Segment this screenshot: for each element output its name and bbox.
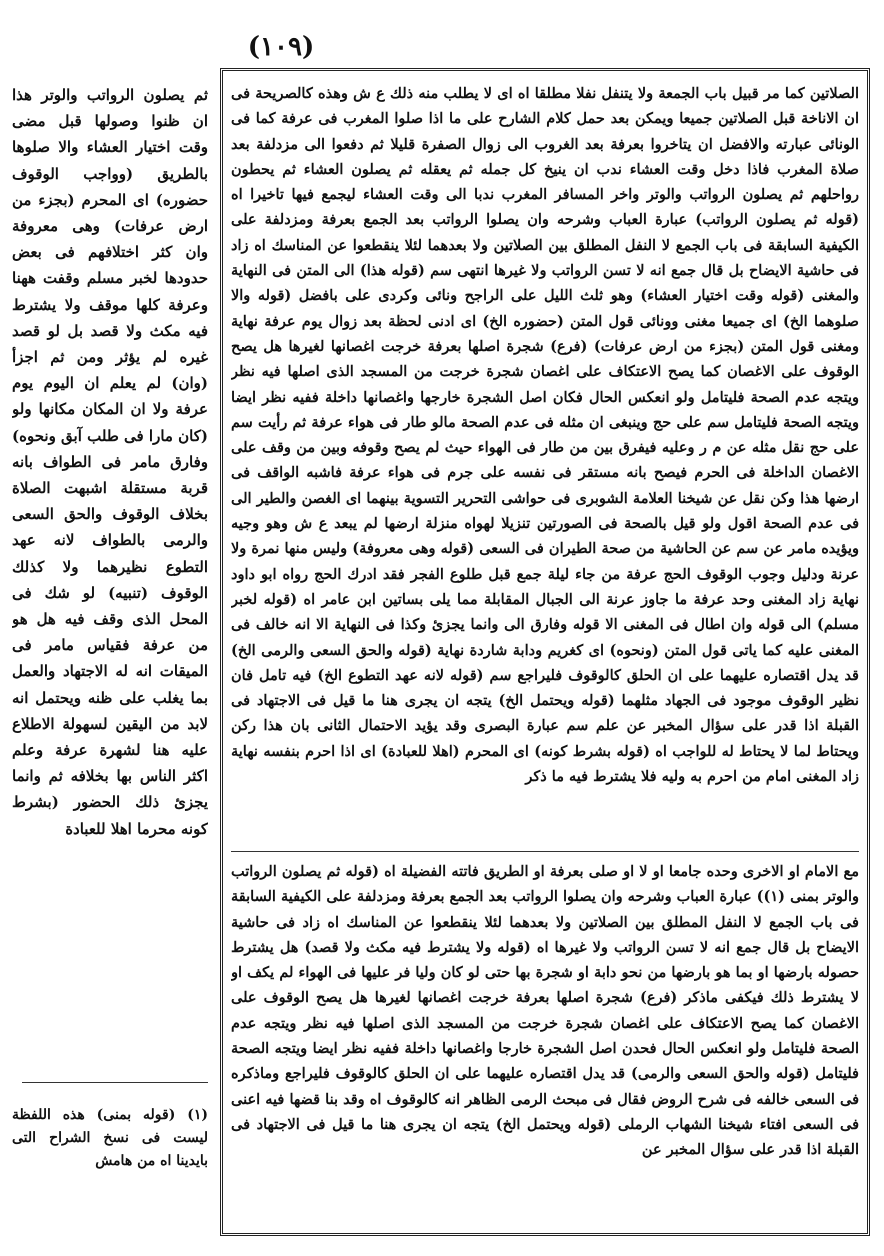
footnote-text: (١) (قوله بمنى) هذه اللفظة ليست فى نسخ الشراح التى بايدينا اه من هامش: [12, 1107, 208, 1169]
commentary-bottom-text: مع الامام او الاخرى وحده جامعا او لا او صلى بعرفة او الطريق فاتته الفضيلة اه (قوله ثم يصلون الرواتب والوتر بمنى (١)) عبارة العباب وشرحه وان يصلوا الرواتب بعد الجمع بعرفة ومزدلفة على الكيفية السابقة فى باب الجمع لا النفل المطلق بين الصلاتين ولا بعدهما لئلا ينقطعوا عن المناسك اه زاد فى حاشية الايضاح بل قال جمع انه لا تسن الرواتب ولا غيرها اه (قوله ولا يشترط فيه مكث ولا قصد) هل يشترط حصوله بارضها او بما هو بارضها من نحو دابة او شجرة بها حتى لو كان وليا فر عليها فى الهواء لم يكف او لا يشترط ذلك فيكفى ماذكر (فرع) شجرة اصلها بعرفة خرجت اغصانها لغيرها هل يصح الوقوف على الاغصان كما يصح الاعتكاف على اغصان شجرة خرجت من المسجد الذى اصلها فيه نظر ويتجه عدم الصحة فليتامل ولو انعكس الحال فحدن اصل الشجرة خارجا واغصانها داخلة ففيه نظر ايضا ويتجه الصحة فليتامل (قوله والحق السعى والرمى) قد يدل اقتصاره عليهما على ان الحلق كالوقوف فليراجع وماذكره فى السعى خالفه فى شرح الروض فقال فى مبحث الرمى الظاهر انه كالوقوف اه وقد بنا قضها فيه اعنى فى السعى افتاء شيخنا الشهاب الرملى (قوله ويحتمل الخ) يتجه ان يجرى هنا ما قيل فى الاجتهاد فى القبلة اذا قدر على سؤال المخبر عن: [231, 863, 859, 1159]
main-text-column: [12, 82, 208, 977]
footnote: [12, 1090, 208, 1180]
commentary-bottom: [231, 859, 859, 1229]
commentary-top: [231, 81, 859, 826]
page-number: (١٠٩): [247, 32, 315, 62]
footnote-divider: [22, 1082, 208, 1083]
commentary-top-text: الصلاتين كما مر قبيل باب الجمعة ولا يتنفل نفلا مطلقا اه اى لا يطلب منه ذلك ع ش وهذه كالصريحة فى ان الاناخة قبل الصلاتين جميعا ويمكن بعد حمل كلام الشارح على ما اذا صلوا المغرب فى عرفة كما فى الونائى عبارته والافضل ان يتاخروا بعرفة بعد الغروب الى زوال الصفرة قليلا ثم دفعوا الى مزدلفة بعد صلاة المغرب فاذا دخل وقت العشاء ندب ان ينيخ كل جمله ثم يعقله ثم يصلون العشاء ثم يحطون رواحلهم ثم يصلون الرواتب والوتر واخر المسافر المغرب ندبا الى وقت العشاء ليجمع فيها تاخيرا اه (قوله ثم يصلون الرواتب) عبارة العباب وشرحه وان يصلوا الرواتب بعد الجمع بعرفة ومزدلفة على الكيفية السابقة فى باب الجمع لا النفل المطلق بين الصلاتين ولا بعدهما لئلا ينقطعوا عن المناسك اه زاد فى حاشية الايضاح بل قال جمع انه لا تسن الرواتب ولا غيرها انتهى سم (قوله هذا) الى المتن فى النهاية والمغنى (قوله وقت اختيار العشاء) وهو ثلث الليل على الراجح ونائى وكردى على بافضل (قوله والا صلوهما الخ) اى جميعا مغنى وونائى قول المتن (حضوره الخ) اى ادنى لحظة بعد زوال يوم عرفة نهاية ومغنى قول المتن (بجزء من ارض عرفات) (فرع) شجرة اصلها بعرفة خرجت اغصانها لغيرها هل يصح الوقوف على الاغصان كما يصح الاعتكاف على اغصان شجرة خرجت من المسجد الذى اصلها فيه نظر ويتجه عدم الصحة فليتامل ولو انعكس الحال فكان اصل الشجرة خارجها واغصانها داخلة ففيه نظر ايضا ويتجه الصحة فليتامل سم على حج وينبغى ان مثله فى عدم الصحة مالو طار فى هواء عرفة ثم رأيت سم على حج نقل مثله عن م ر وعليه فيفرق بين من طار فى الهواء حيث لم يصح وقوفه وبين من وقف على الاغصان الداخلة فى الحرم فيصح بانه مستقر فى نفسه على جرم فى هواء عرفة فاشبه الواقف فى ارضها هذا وكن نقل عن شيخنا العلامة الشوبرى فى حواشى التحرير التسوية بينهما اى الغصن والطير الى فى عدم الصحة اقول ولو قيل بالصحة فى الصورتين تنزيلا لهواه منزلة ارضها لم يبعد ع ش وهو وجيه ويؤيده مامر عن سم عن الحاشية من صحة الطيران فى السعى (قوله وهى معروفة) وليس منها نمرة ولا عرنة ودليل وجوب الوقوف الحج عرفة من جاء ليلة جمع قبل طلوع الفجر فقد ادرك الحج رواه ابو داود نهاية زاد المغنى وحد عرفة ما جاوز عرنة الى الجبال المقابلة مما يلى بساتين ابن عامر اه (قوله لخبر مسلم) الى قوله وان اطال فى المغنى الا قوله وفارق الى وانما يجزئ وكذا فى النهاية الا انه خالف فى المغنى عليه كما ياتى قول المتن (ونحوه) اى كغريم ودابة شاردة نهاية (قوله والحق السعى والرمى الخ) قد يدل اقتصاره عليهما على ان الحلق كالوقوف فليراجع سم (قوله لانه عهد التطوع الخ) فيه تامل فان نظير الوقوف موجود فى الجهاد مثلهما (قوله ويحتمل الخ) يتجه ان يجرى هنا ما قيل فى الاجتهاد فى القبلة اذا قدر على سؤال المخبر عن علم سم عبارة البصرى وقد يؤيد الاحتمال الثانى بان هذا ركن ويحتاط لما لا يحتاط له للواجب اه (قوله بشرط كونه) اى المحرم (اهلا للعبادة) اى اذا احرم بنفسه نهاية زاد المغنى امام من احرم به وليه فلا يشترط فيه ما ذكر: [231, 85, 859, 786]
commentary-frame: [220, 68, 870, 1236]
main-text: ثم يصلون الرواتب والوتر هذا ان ظنوا وصولها قبل مضى وقت اختيار العشاء والا صلوها بالطريق (وواجب الوقوف حضوره) اى المحرم (بجزء من ارض عرفات) وهى معروفة وان كثر اختلافهم فى بعض حدودها لخبر مسلم وقفت ههنا وعرفة كلها موقف ولا يشترط فيه مكث ولا قصد بل لو قصد غيره لم يؤثر ومن ثم اجزأ (وان) لم يعلم ان اليوم يوم عرفة ولا ان المكان مكانها ولو (كان مارا فى طلب آبق ونحوه) وفارق مامر فى الطواف بانه قربة مستقلة اشبهت الصلاة بخلاف الوقوف والحق السعى والرمى بالطواف لانه عهد التطوع نظيرهما ولا كذلك الوقوف (تنبيه) لو شك فى المحل الذى وقف فيه هل هو من عرفة فقياس مامر فى الميقات انه له الاجتهاد والعمل بما يغلب على ظنه ويحتمل انه لابد من اليقين لسهولة الاطلاع عليه هنا لشهرة عرفة وعلم اكثر الناس بها بخلافه ثم وانما يجزئ ذلك الحضور (بشرط كونه محرما اهلا للعبادة: [12, 86, 208, 838]
commentary-divider: [231, 851, 859, 852]
